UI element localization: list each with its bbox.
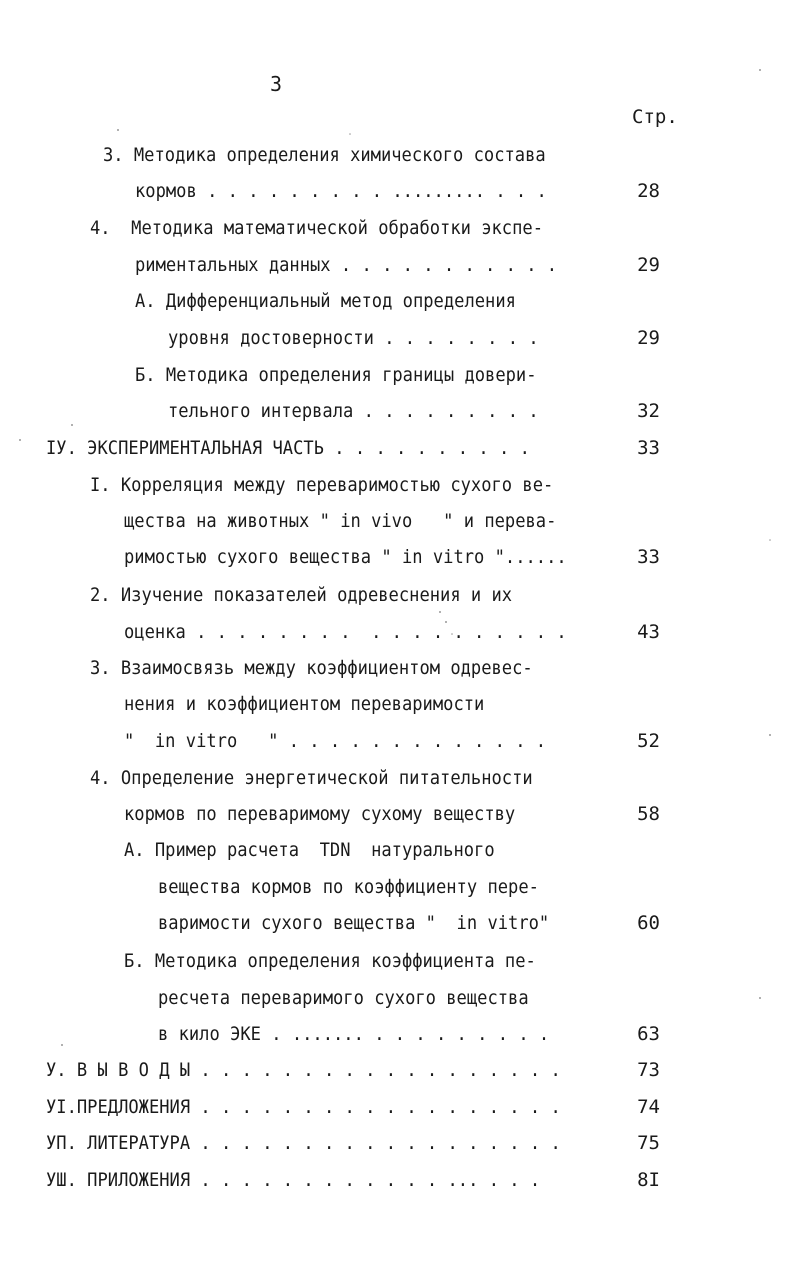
toc-entry-text: риментальных данных . . . . . . . . . . . — [135, 254, 558, 276]
toc-entry-text: оценка . . . . . . . . . . . . . . . . . . — [124, 621, 567, 643]
toc-entry-page: 73 — [637, 1059, 660, 1081]
toc-entry-text: ресчета переваримого сухого вещества — [158, 987, 529, 1009]
toc-entry-page: 8I — [637, 1169, 660, 1191]
toc-entry-page: 29 — [637, 254, 660, 276]
page-number: 3 — [270, 72, 283, 96]
toc-entry-text: 3. Взаимосвязь между коэффициентом одревес- — [90, 657, 533, 679]
toc-entry-text: " in vitro " . . . . . . . . . . . . . — [124, 730, 547, 752]
toc-entry-page: 58 — [637, 803, 660, 825]
toc-section-heading: УП. ЛИТЕРАТУРА . . . . . . . . . . . . . . . . . . — [46, 1132, 561, 1154]
toc-entry-text: вещества кормов по коэффициенту пере- — [158, 876, 539, 898]
toc-entry-text: кормов по переваримому сухому веществу — [124, 803, 516, 825]
toc-entry-text: 3. Методика определения химического состава — [103, 144, 546, 166]
toc-entry-page: 28 — [637, 180, 660, 202]
toc-entry-text: варимости сухого вещества " in vitro" — [158, 912, 550, 934]
toc-entry-text: щества на животных " in vivo " и перева- — [124, 510, 557, 532]
toc-entry-text: 4. Методика математической обработки экспе- — [90, 217, 543, 239]
toc-entry-page: 33 — [637, 437, 660, 459]
toc-section-heading: У. В Ы В О Д Ы . . . . . . . . . . . . . . . . . . — [46, 1059, 561, 1081]
toc-entry-text: А. Пример расчета TDN натурального — [124, 839, 495, 861]
toc-entry-text: 2. Изучение показателей одревеснения и их — [90, 584, 513, 606]
toc-entry-text: Б. Методика определения коэффициента пе- — [124, 950, 536, 972]
toc-entry-text: в кило ЭКЕ . ....... . . . . . . . . . — [158, 1023, 550, 1045]
toc-entry-text: нения и коэффициентом переваримости — [124, 693, 485, 715]
toc-entry-text: I. Корреляция между переваримостью сухого ве- — [90, 474, 554, 496]
toc-entry-page: 29 — [637, 327, 660, 349]
toc-section-heading: IУ. ЭКСПЕРИМЕНТАЛЬНАЯ ЧАСТЬ . . . . . . . . . . — [46, 437, 530, 459]
toc-entry-text: тельного интервала . . . . . . . . . — [168, 400, 539, 422]
toc-entry-page: 60 — [637, 912, 660, 934]
toc-entry-page: 52 — [637, 730, 660, 752]
toc-entry-text: кормов . . . . . . . . . ......... . . . — [135, 180, 547, 202]
toc-section-heading: УI.ПРЕДЛОЖЕНИЯ . . . . . . . . . . . . . . . . . . — [46, 1096, 561, 1118]
toc-entry-text: Б. Методика определения границы довери- — [135, 364, 537, 386]
toc-entry-page: 33 — [637, 546, 660, 568]
toc-entry-page: 43 — [637, 621, 660, 643]
page-column-header: Стр. — [632, 106, 678, 128]
toc-entry-text: 4. Определение энергетической питательности — [90, 767, 533, 789]
toc-entry-page: 63 — [637, 1023, 660, 1045]
toc-entry-text: римостью сухого вещества " in vitro "...... — [124, 546, 567, 568]
toc-entry-page: 74 — [637, 1096, 660, 1118]
toc-entry-page: 75 — [637, 1132, 660, 1154]
toc-entry-text: А. Дифференциальный метод определения — [135, 290, 516, 312]
toc-entry-page: 32 — [637, 400, 660, 422]
toc-entry-text: уровня достоверности . . . . . . . . — [168, 327, 539, 349]
toc-section-heading: УШ. ПРИЛОЖЕНИЯ . . . . . . . . . . . . ... . . . — [46, 1169, 541, 1191]
